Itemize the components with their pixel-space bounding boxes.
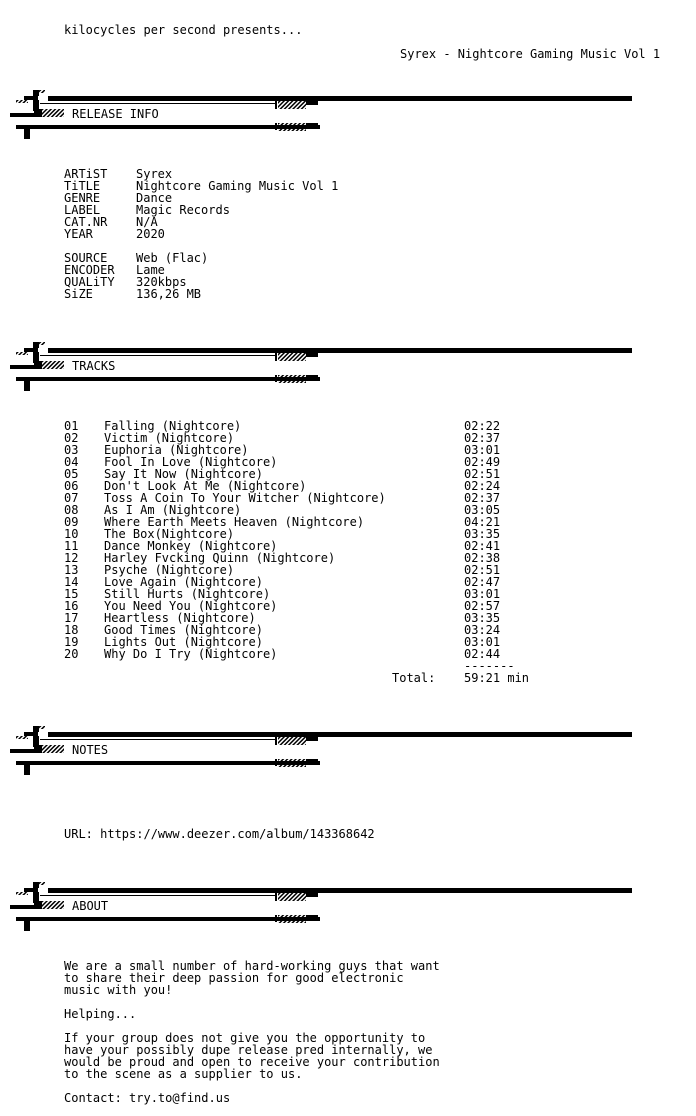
section-title: NOTES: [72, 743, 109, 757]
track-duration: 03:24: [464, 623, 501, 637]
track-duration: 02:47: [464, 575, 501, 589]
source-value: Web (Flac): [136, 251, 209, 265]
track-number: 15: [64, 587, 79, 601]
artist-label: ARTiST: [64, 167, 108, 181]
about-line: to share their deep passion for good electronic: [64, 971, 404, 985]
year-label: YEAR: [64, 227, 93, 241]
track-title: Still Hurts (Nightcore): [104, 587, 271, 601]
track-number: 18: [64, 623, 79, 637]
track-duration: 03:01: [464, 635, 501, 649]
track-title: Where Earth Meets Heaven (Nightcore): [104, 515, 365, 529]
track-number: 16: [64, 599, 79, 613]
track-title: Psyche (Nightcore): [104, 563, 235, 577]
genre-label: GENRE: [64, 191, 101, 205]
track-title: Good Times (Nightcore): [104, 623, 263, 637]
catnr-label: CAT.NR: [64, 215, 108, 229]
track-duration: 02:22: [464, 419, 501, 433]
encoder-label: ENCODER: [64, 263, 115, 277]
section-banner-release-info: [8, 90, 634, 140]
track-number: 01: [64, 419, 79, 433]
track-number: 11: [64, 539, 79, 553]
track-duration: 02:38: [464, 551, 501, 565]
artist-value: Syrex: [136, 167, 173, 181]
track-duration: 02:51: [464, 563, 501, 577]
size-value: 136,26 MB: [136, 287, 202, 301]
track-title: The Box(Nightcore): [104, 527, 235, 541]
track-title: Toss A Coin To Your Witcher (Nightcore): [104, 491, 386, 505]
track-duration: 02:49: [464, 455, 501, 469]
section-banner-about: [8, 882, 634, 932]
section-banner-notes: [8, 726, 634, 776]
track-number: 06: [64, 479, 79, 493]
presents-line: kilocycles per second presents...: [64, 23, 303, 37]
track-title: Falling (Nightcore): [104, 419, 242, 433]
about-helping: Helping...: [64, 1007, 137, 1021]
track-number: 12: [64, 551, 79, 565]
track-duration: 02:51: [464, 467, 501, 481]
track-duration: 03:35: [464, 527, 501, 541]
track-number: 03: [64, 443, 79, 457]
quality-value: 320kbps: [136, 275, 187, 289]
track-duration: 03:01: [464, 587, 501, 601]
track-number: 10: [64, 527, 79, 541]
about-line: would be proud and open to receive your contribution: [64, 1055, 440, 1069]
title-label: TiTLE: [64, 179, 101, 193]
track-title: Why Do I Try (Nightcore): [104, 647, 278, 661]
track-number: 05: [64, 467, 79, 481]
track-duration: 02:24: [464, 479, 501, 493]
label-value: Magic Records: [136, 203, 230, 217]
track-duration: 02:44: [464, 647, 501, 661]
section-title: TRACKS: [72, 359, 116, 373]
about-line: to the scene as a supplier to us.: [64, 1067, 303, 1081]
track-title: Harley Fvcking Quinn (Nightcore): [104, 551, 336, 565]
section-title: ABOUT: [72, 899, 109, 913]
quality-label: QUALiTY: [64, 275, 115, 289]
section-title: RELEASE INFO: [72, 107, 159, 121]
track-duration: 04:21: [464, 515, 501, 529]
encoder-value: Lame: [136, 263, 165, 277]
track-number: 13: [64, 563, 79, 577]
track-number: 04: [64, 455, 79, 469]
track-number: 19: [64, 635, 79, 649]
track-title: Fool In Love (Nightcore): [104, 455, 278, 469]
track-title: Say It Now (Nightcore): [104, 467, 263, 481]
track-duration: 03:05: [464, 503, 501, 517]
track-title: You Need You (Nightcore): [104, 599, 278, 613]
track-title: Heartless (Nightcore): [104, 611, 256, 625]
track-number: 07: [64, 491, 79, 505]
track-title: Love Again (Nightcore): [104, 575, 263, 589]
about-line: If your group does not give you the opportunity to: [64, 1031, 426, 1045]
track-duration: 02:37: [464, 431, 501, 445]
track-duration: 02:57: [464, 599, 501, 613]
source-label: SOURCE: [64, 251, 108, 265]
total-value: 59:21 min: [464, 671, 530, 685]
total-separator: -------: [464, 659, 515, 673]
track-title: Don't Look At Me (Nightcore): [104, 479, 307, 493]
track-number: 14: [64, 575, 79, 589]
title-value: Nightcore Gaming Music Vol 1: [136, 179, 339, 193]
track-number: 02: [64, 431, 79, 445]
section-banner-tracks: [8, 342, 634, 392]
year-value: 2020: [136, 227, 165, 241]
track-title: Victim (Nightcore): [104, 431, 235, 445]
track-number: 17: [64, 611, 79, 625]
contact-line[interactable]: Contact: try.to@find.us: [64, 1091, 231, 1105]
release-title: Syrex - Nightcore Gaming Music Vol 1: [400, 47, 661, 61]
track-title: Lights Out (Nightcore): [104, 635, 263, 649]
label-label: LABEL: [64, 203, 101, 217]
track-duration: 02:37: [464, 491, 501, 505]
size-label: SiZE: [64, 287, 93, 301]
track-duration: 03:35: [464, 611, 501, 625]
catnr-value: N/A: [136, 215, 158, 229]
about-line: have your possibly dupe release pred internally, we: [64, 1043, 433, 1057]
genre-value: Dance: [136, 191, 173, 205]
notes-url[interactable]: URL: https://www.deezer.com/album/143368642: [64, 827, 375, 841]
track-title: As I Am (Nightcore): [104, 503, 242, 517]
track-duration: 03:01: [464, 443, 501, 457]
track-number: 20: [64, 647, 79, 661]
track-duration: 02:41: [464, 539, 501, 553]
about-line: music with you!: [64, 983, 173, 997]
track-title: Euphoria (Nightcore): [104, 443, 249, 457]
track-title: Dance Monkey (Nightcore): [104, 539, 278, 553]
about-line: We are a small number of hard-working guys that want: [64, 959, 440, 973]
track-number: 09: [64, 515, 79, 529]
total-label: Total:: [392, 671, 436, 685]
track-number: 08: [64, 503, 79, 517]
